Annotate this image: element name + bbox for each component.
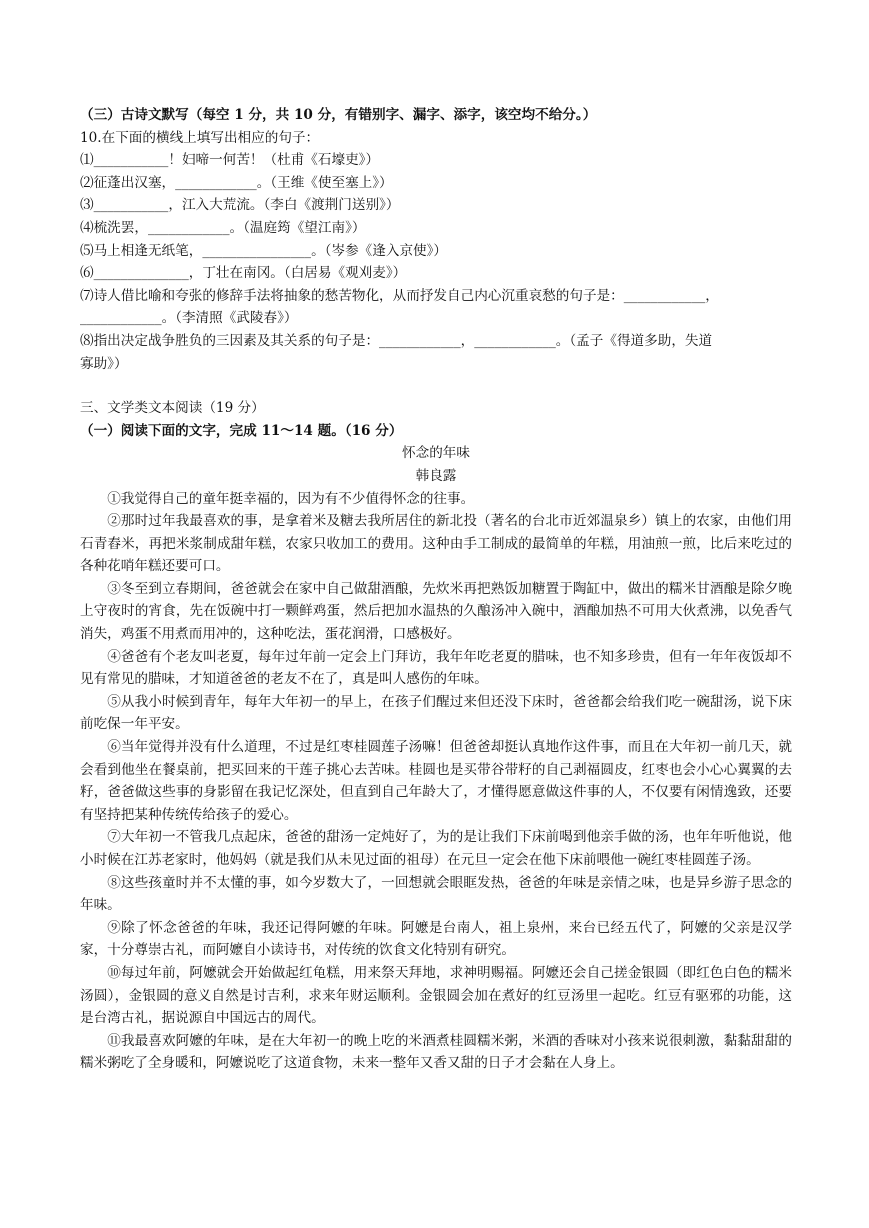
article-paragraph-9: ⑨除了怀念爸爸的年味，我还记得阿嬷的年味。阿嬷是台南人，祖上泉州，来台已经五代了，阿嬷的父亲是汉学家，十分尊崇古礼，而阿嬷自小读诗书，对传统的饮食文化特别有研究。 [80, 919, 792, 959]
poetry-section-header: （三）古诗文默写（每空 1 分，共 10 分，有错别字、漏字、添字，该空均不给分。） [80, 107, 597, 123]
poetry-item-7-line2: ____________。（李清照《武陵春》） [80, 310, 298, 327]
reading-sub-header: （一）阅读下面的文字，完成 11～14 题。（16 分） [80, 422, 403, 439]
article-paragraph-7: ⑦大年初一不管我几点起床，爸爸的甜汤一定炖好了，为的是让我们下床前喝到他亲手做的汤，也年年听他说，他小时候在江苏老家时，他妈妈（就是我们从未见过面的祖母）在元旦一定会在他下床前喂他一碗红枣桂圆莲子汤。 [80, 829, 792, 868]
article-paragraph-10: ⑩每过年前，阿嬷就会开始做起红龟糕，用来祭天拜地，求神明赐福。阿嬷还会自己搓金银圆（即红色白色的糯米汤圆），金银圆的意义自然是讨吉利，求来年财运顺利。金银圆会加在煮好的红豆汤里一起吃。红豆有驱邪的功能，这是台湾古礼，据说源自中国远古的周代。 [80, 964, 792, 1027]
question-10-prompt: 10.在下面的横线上填写出相应的句子： [80, 129, 320, 146]
article-paragraph-2: ②那时过年我最喜欢的事，是拿着米及糖去我所居住的新北投（著名的台北市近郊温泉乡）镇上的农家，由他们用石青舂米，再把米浆制成甜年糕，农家只收加工的费用。这种由手工制成的最简单的年糕，用油煎一煎，比后来吃过的各种花哨年糕还要可口。 [80, 513, 792, 575]
article-title: 怀念的年味 [402, 445, 470, 462]
poetry-item-6: ⑹______________，丁壮在南冈。（白居易《观刈麦》） [80, 265, 407, 282]
poetry-item-4: ⑷梳洗罢，____________。（温庭筠《望江南》） [80, 219, 366, 236]
poetry-item-5: ⑸马上相逢无纸笔，________________。（岑参《逢入京使》） [80, 242, 448, 259]
article-paragraph-6: ⑥当年觉得并没有什么道理，不过是红枣桂圆莲子汤嘛！但爸爸却挺认真地作这件事，而且在大年初一前几天，就会看到他坐在餐桌前，把买回来的干莲子挑心去苦味。桂圆也是买带谷带籽的自己剥福圆皮，红枣也会小心心翼翼的去籽，爸爸做这些事的身影留在我记忆深处，但直到自己年龄大了，才懂得愿意做这件事的人，不仅要有闲情逸致，还要有坚持把某种传统传给孩子的爱心。 [80, 739, 792, 823]
poetry-item-1: ⑴___________！妇啼一何苦！（杜甫《石壕吏》） [80, 152, 380, 169]
article-paragraph-1: ①我觉得自己的童年挺幸福的，因为有不少值得怀念的往事。 [107, 490, 475, 507]
reading-section-header: 三、文学类文本阅读（19 分） [80, 400, 265, 417]
poetry-item-3: ⑶___________，江入大荒流。（李白《渡荆门送别》） [80, 197, 400, 214]
poetry-item-8-line2: 寡助》） [80, 355, 128, 372]
article-paragraph-4: ④爸爸有个老友叫老夏，每年过年前一定会上门拜访，我年年吃老夏的腊味，也不知多珍贵，但有一年年夜饭却不见有常见的腊味，才知道爸爸的老友不在了，真是叫人感伤的年味。 [80, 648, 792, 688]
section-spacer [80, 375, 792, 397]
poetry-item-7-line1: ⑺诗人借比喻和夸张的修辞手法将抽象的愁苦物化，从而抒发自己内心沉重哀愁的句子是：____________， [80, 287, 719, 304]
poetry-item-2: ⑵征蓬出汉塞，____________。（王维《使至塞上》） [80, 174, 393, 191]
article-author: 韩良露 [415, 467, 457, 484]
article-paragraph-3: ③冬至到立春期间，爸爸就会在家中自己做甜酒酿，先炊米再把熟饭加糖置于陶缸中，做出的糯米甘酒酿是除夕晚上守夜时的宵食，先在饭碗中打一颗鲜鸡蛋，然后把加水温热的久酿汤冲入碗中，酒酿加热不可用大伙煮沸，以免香气消失，鸡蛋不用煮而用冲的，这种吃法，蛋花润滑，口感极好。 [80, 580, 792, 643]
article-paragraph-8: ⑧这些孩童时并不太懂的事，如今岁数大了，一回想就会眼眶发热，爸爸的年味是亲情之味，也是异乡游子思念的年味。 [80, 874, 792, 914]
article-paragraph-5: ⑤从我小时候到青年，每年大年初一的早上，在孩子们醒过来但还没下床时，爸爸都会给我们吃一碗甜汤，说下床前吃保一年平安。 [80, 693, 792, 733]
poetry-item-8-line1: ⑻指出决定战争胜负的三因素及其关系的句子是：____________，____________。（孟子《得道多助，失道 [80, 332, 713, 349]
article-paragraph-11: ⑪我最喜欢阿嬷的年味，是在大年初一的晚上吃的米酒煮桂圆糯米粥，米酒的香味对小孩来说很刺激，黏黏甜甜的糯米粥吃了全身暖和，阿嬷说吃了这道食物，未来一整年又香又甜的日子才会黏在人身上。 [80, 1032, 792, 1072]
exam-page [80, 104, 792, 1075]
